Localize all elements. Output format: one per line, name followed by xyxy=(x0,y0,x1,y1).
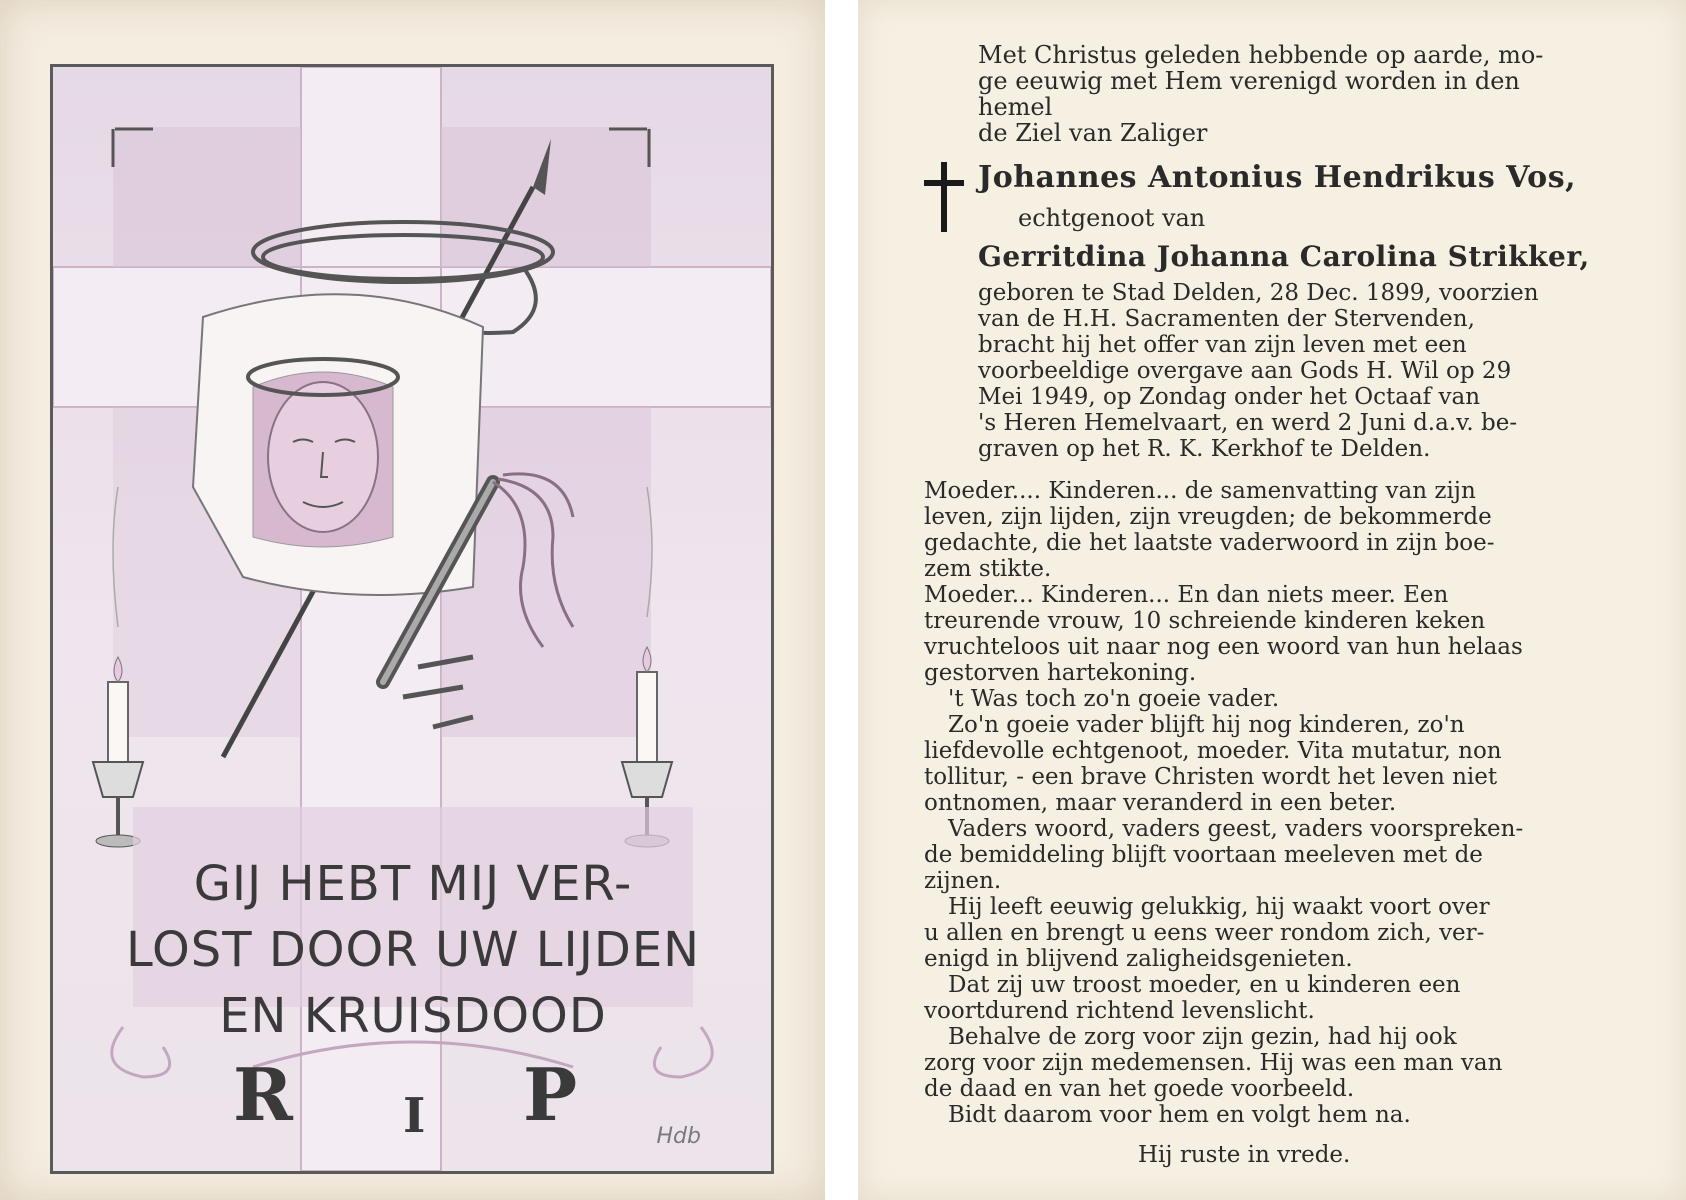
text-line: leven, zijn lijden, zijn vreugden; de bekommerde xyxy=(924,504,1492,530)
cross-icon xyxy=(924,162,964,232)
text-line: 's Heren Hemelvaart, en werd 2 Juni d.a.v. be- xyxy=(978,410,1518,436)
text-line: vruchteloos uit naar nog een woord van hun helaas xyxy=(924,634,1523,660)
spouse-name: Gerritdina Johanna Carolina Strikker, xyxy=(978,240,1590,273)
text-line: de bemiddeling blijft voortaan meeleven met de xyxy=(924,842,1483,868)
text-line: Zo'n goeie vader blijft hij nog kinderen, zo'n xyxy=(948,712,1465,738)
text-line: Behalve de zorg voor zijn gezin, had hij ook xyxy=(948,1024,1457,1050)
rip-letter: I xyxy=(403,1088,426,1144)
intro-text xyxy=(978,42,1618,146)
text-line: Moeder.... Kinderen... de samenvatting van zijn xyxy=(924,478,1476,504)
text-line: ontnomen, maar veranderd in een beter. xyxy=(924,790,1397,816)
memorial-card-back xyxy=(858,0,1686,1200)
text-line: graven op het R. K. Kerkhof te Delden. xyxy=(978,436,1431,462)
deceased-name: Johannes Antonius Hendrikus Vos, xyxy=(978,160,1577,195)
motto-line: LOST DOOR UW LIJDEN xyxy=(125,922,701,978)
artist-signature: Hdb xyxy=(656,1124,701,1149)
text-line: 't Was toch zo'n goeie vader. xyxy=(948,686,1280,712)
memorial-card-front xyxy=(0,0,825,1200)
rip-letter: R xyxy=(233,1052,293,1137)
text-line: Mei 1949, op Zondag onder het Octaaf van xyxy=(978,384,1481,410)
text-line: zem stikte. xyxy=(924,556,1052,582)
text-line: Dat zij uw troost moeder, en u kinderen een xyxy=(948,972,1461,998)
text-line: gedachte, die het laatste vaderwoord in zijn boe- xyxy=(924,530,1495,556)
text-line: Vaders woord, vaders geest, vaders voorspreken- xyxy=(948,816,1524,842)
text-line: de daad en van het goede voorbeeld. xyxy=(924,1076,1355,1102)
text-line: geboren te Stad Delden, 28 Dec. 1899, voorzien xyxy=(978,280,1539,306)
text-line: van de H.H. Sacramenten der Stervenden, xyxy=(978,306,1475,332)
veil-of-veronica-icon xyxy=(193,294,483,595)
biography xyxy=(978,280,1539,462)
text-line: tollitur, - een brave Christen wordt het leven niet xyxy=(924,764,1498,790)
text-line: ge eeuwig met Hem verenigd worden in den xyxy=(978,67,1520,95)
rip-letter: P xyxy=(523,1052,578,1137)
text-line: gestorven hartekoning. xyxy=(924,660,1197,686)
eulogy-text xyxy=(924,478,1523,1128)
motto xyxy=(113,851,713,1049)
text-line: hemel xyxy=(978,93,1053,121)
text-line: Moeder... Kinderen... En dan niets meer. Een xyxy=(924,582,1449,608)
motto-line: GIJ HEBT MIJ VER- xyxy=(193,856,633,912)
text-line: bracht hij het offer van zijn leven met een xyxy=(978,332,1467,358)
text-line: Met Christus geleden hebbende op aarde, mo- xyxy=(978,41,1544,69)
text-line: zijnen. xyxy=(924,868,1002,894)
text-line: treurende vrouw, 10 schreiende kinderen keken xyxy=(924,608,1486,634)
rip-letters xyxy=(203,1052,623,1152)
motto-line: EN KRUISDOOD xyxy=(219,988,607,1044)
text-line: voorbeeldige overgave aan Gods H. Wil op 29 xyxy=(978,358,1512,384)
illustration-frame xyxy=(50,64,774,1174)
closing-line: Hij ruste in vrede. xyxy=(1138,1142,1351,1168)
text-line: Hij leeft eeuwig gelukkig, hij waakt voort over xyxy=(948,894,1490,920)
text-line: voortdurend richtend levenslicht. xyxy=(924,998,1315,1024)
text-line: enigd in blijvend zaligheidsgenieten. xyxy=(924,946,1353,972)
text-line: u allen en brengt u eens weer rondom zich, ver- xyxy=(924,920,1485,946)
text-line: zorg voor zijn medemensen. Hij was een man van xyxy=(924,1050,1503,1076)
spouse-label: echtgenoot van xyxy=(1018,204,1206,232)
text-line: de Ziel van Zaliger xyxy=(978,119,1208,147)
text-line: Bidt daarom voor hem en volgt hem na. xyxy=(948,1102,1411,1128)
text-line: liefdevolle echtgenoot, moeder. Vita mutatur, non xyxy=(924,738,1502,764)
